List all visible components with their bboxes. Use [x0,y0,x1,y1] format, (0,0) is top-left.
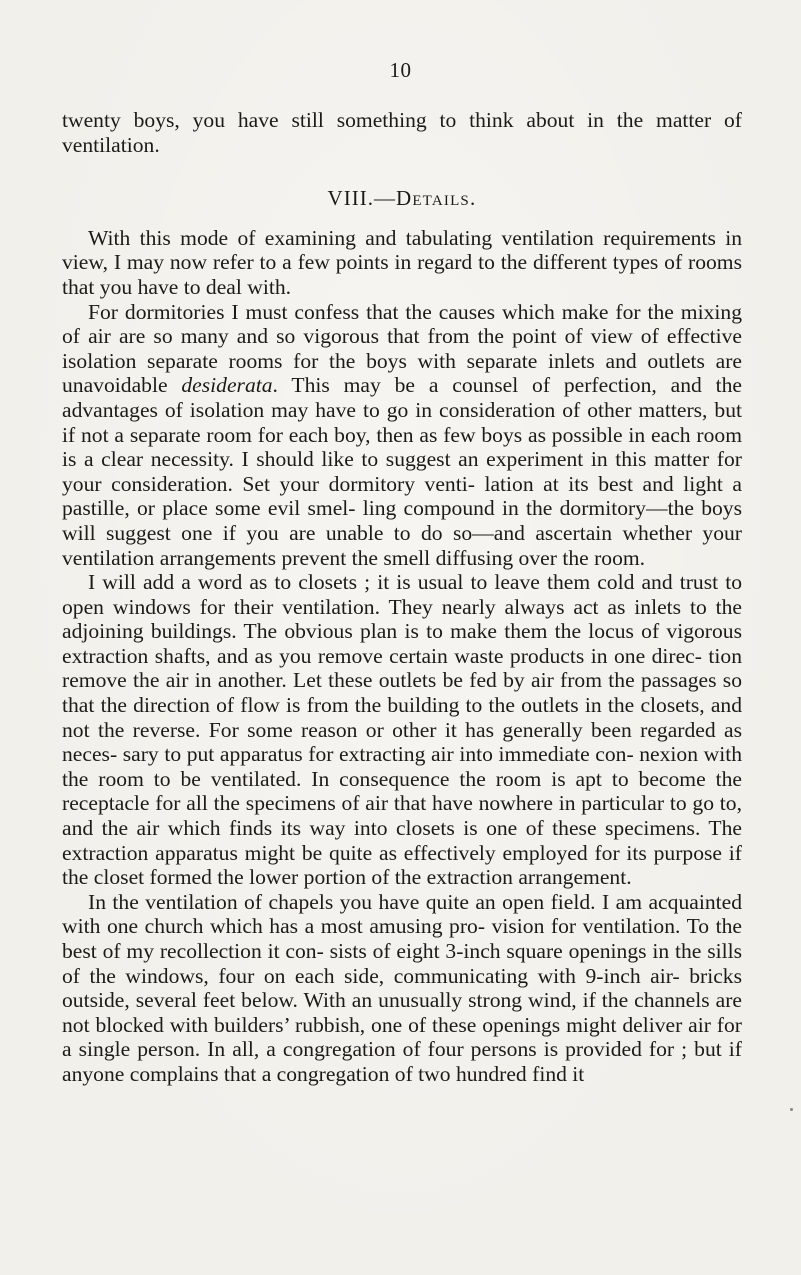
section-numeral: VIII. [327,186,374,211]
paragraph-dormitories [62,300,742,571]
dormitories-text-1: For dormitories I must confess that the causes which make for the mixing of air are so many and so vigorous that from the point of view of effective isolation separate rooms for the boys with separate inlets and outlets are unavoidable [62,299,742,398]
section-heading [62,186,742,211]
paragraph-chapels: In the ventilation of chapels you have quite an open field. I am acquainted with one church which has a most amusing pro- vision for ventilation. To the best of my recollection it con- sists of eight 3-inch square openings in the sills of the windows, four on each side, communicating with 9-inch air- bricks outside, several feet below. With an unusually strong wind, if the channels are not blocked with builders’ rubbish, one of these openings might deliver air for a single person. In all, a congregation of four persons is provided for ; but if anyone complains that a congregation of two hundred find it [62,889,742,1086]
paragraph-closets: I will add a word as to closets ; it is usual to leave them cold and trust to open windows for their ventilation. They nearly always act as inlets to the adjoining buildings. The obvious plan is to make them the locus of vigorous extraction shafts, and as you remove certain waste products in one direc- tion remove the air in another. Let these outlets be fed by air from the passages so that the direction of flow is from the building to the outlets in the closets, and not the reverse. For some reason or other it has generally been regarded as neces- sary to put apparatus for extracting air into immediate con- nexion with the room to be ventilated. In consequence the room is apt to become the receptacle for all the specimens of air that have nowhere in particular to go to, and the air which finds its way into closets is one of these specimens. The extraction apparatus might be quite as effectively employed for its purpose if the closet formed the lower portion of the extraction arrangement. [62,570,742,890]
page-number: 10 [389,58,412,82]
italic-term: desiderata [181,373,273,398]
page-speck [790,1108,793,1111]
opening-paragraph: twenty boys, you have still something to think about in the matter of ventilation. [62,108,742,157]
paragraph-intro: With this mode of examining and tabulating ventilation requirements in view, I may now refer to a few points in regard to the different types of rooms that you have to deal with. [62,225,742,299]
dormitories-text-2: . This may be a counsel of perfection, and the advantages of isolation may have to go in consideration of other matters, but if not a separate room for each boy, then as few boys as possible in each room is a clear necessity. I should like to suggest an experiment in this matter for your consideration. Set your dormitory venti- lation at its best and light a pastille, or place some evil smel- ling compound in the dormitory—the boys will suggest one if you are unable to do so—and ascertain whether your ventilation arrangements prevent the smell diffusing over the room. [62,373,743,570]
body-text [62,108,742,1087]
section-dash: — [373,186,396,211]
section-title: Details. [395,186,477,211]
